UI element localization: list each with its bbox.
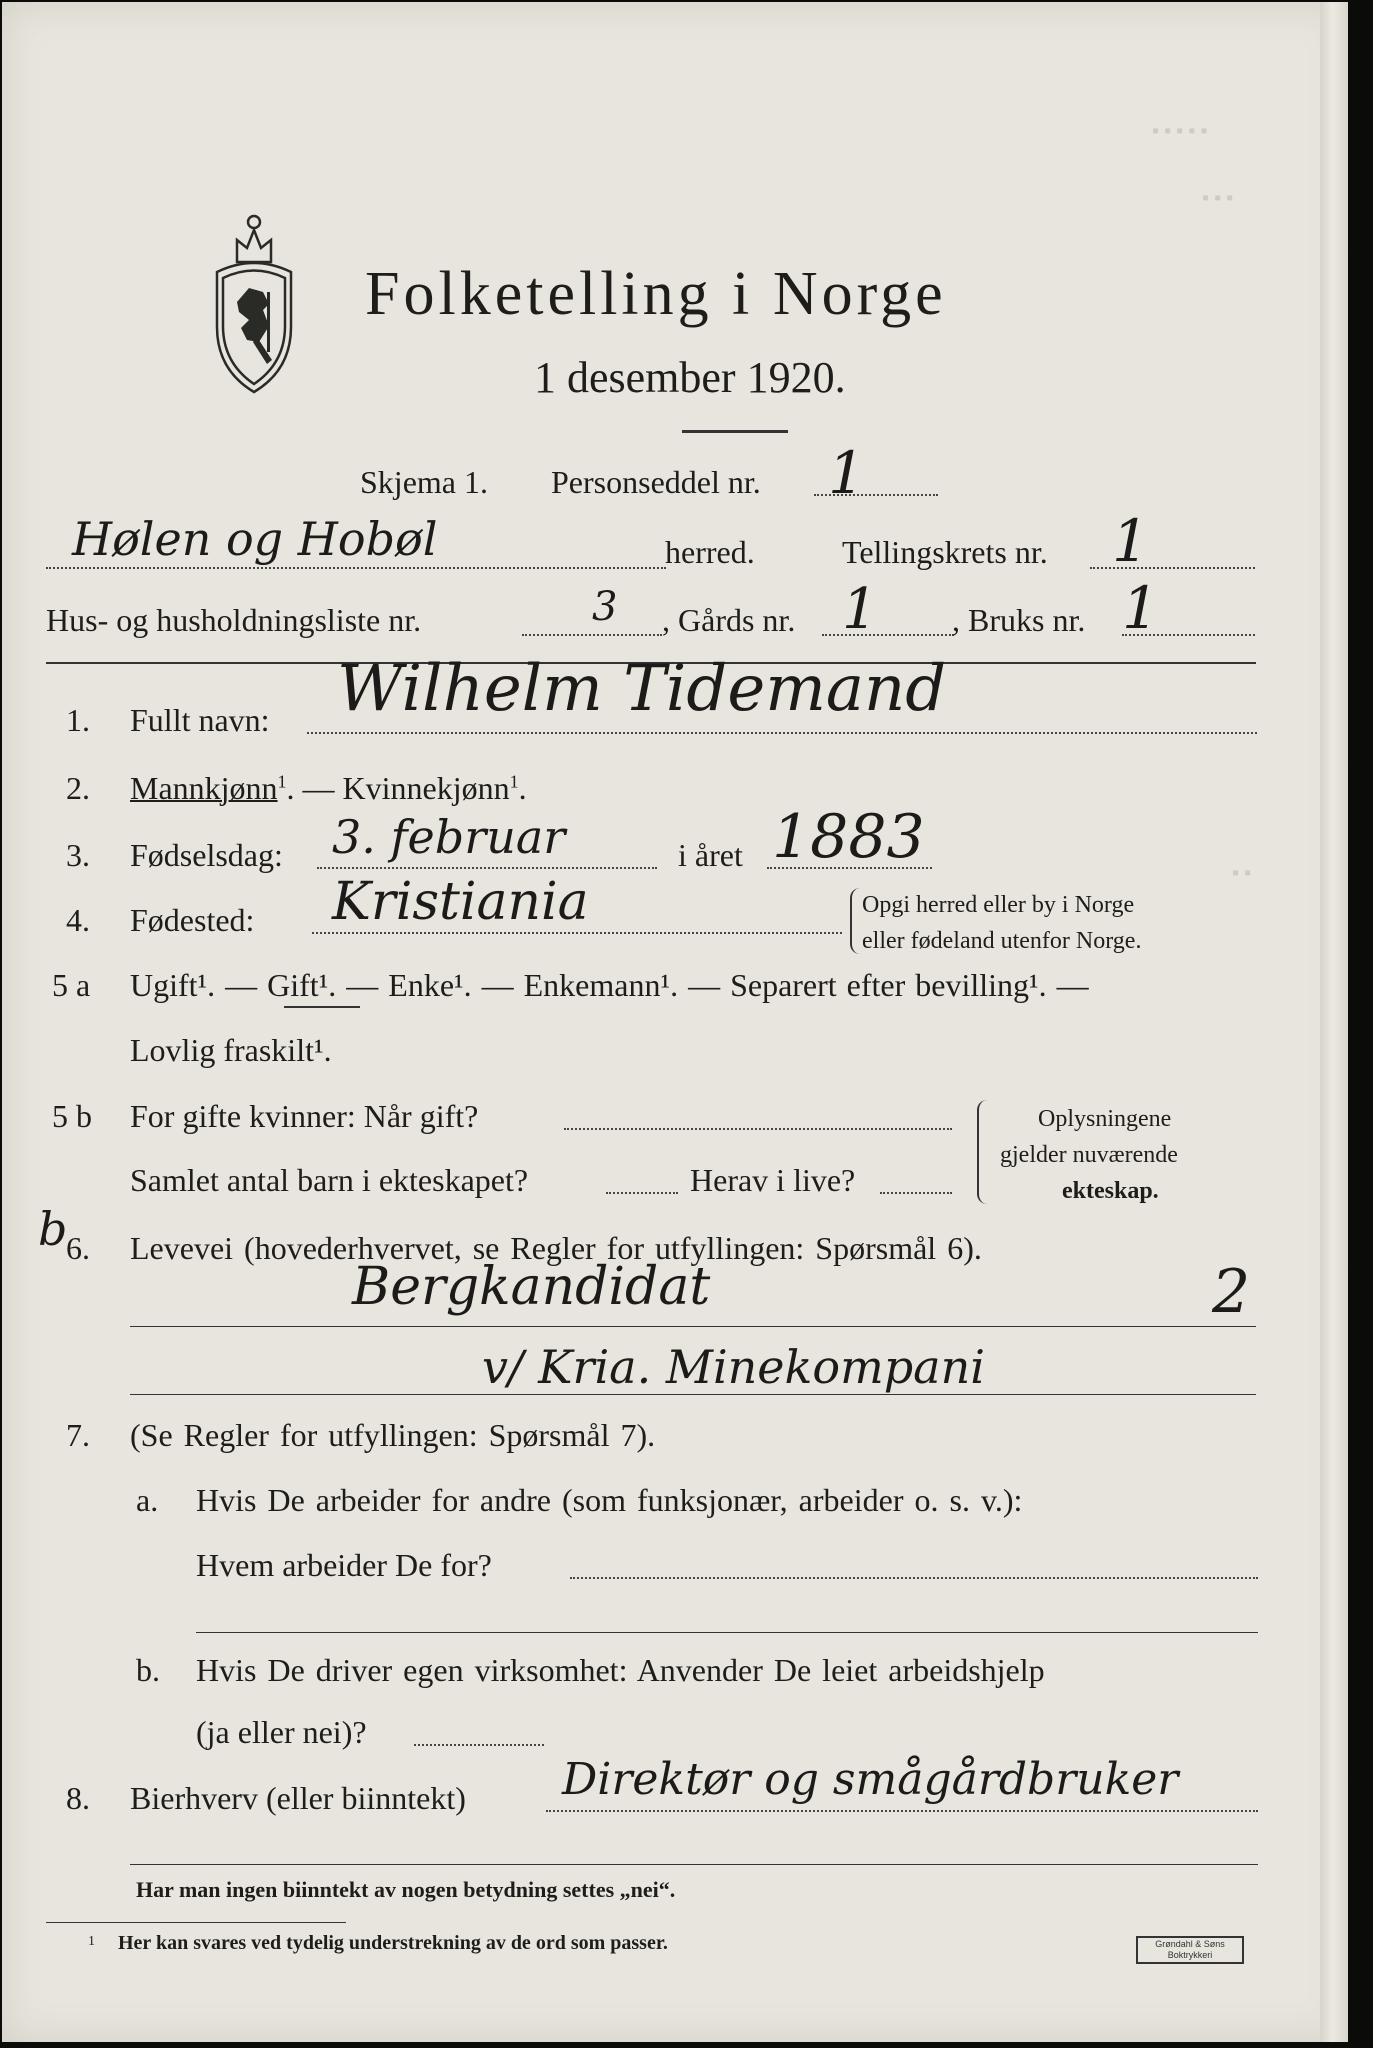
footnote-number: 1 <box>88 1934 95 1949</box>
q5b-alive-line <box>880 1192 952 1194</box>
q5b-children-label: Samlet antal barn i ekteskapet? <box>130 1162 529 1198</box>
q5a-options: Ugift¹. — Gift¹. — Enke¹. — Enkemann¹. — Separert efter bevilling¹. — <box>130 967 1089 1003</box>
gards-value: 1 <box>842 577 878 642</box>
census-date: 1 desember 1920. <box>534 353 846 402</box>
census-form-sheet <box>2 2 1348 2042</box>
q2-number: 2. <box>66 770 90 806</box>
q6-occupation: Bergkandidat <box>352 1257 711 1317</box>
husliste-value: 3 <box>592 584 618 630</box>
footnote-text: Her kan svares ved tydelig understrekning av de ord som passer. <box>118 1932 668 1954</box>
q4-brace <box>850 888 860 954</box>
tellingskrets-value: 1 <box>1112 507 1149 575</box>
q3-label: Fødselsdag: <box>130 837 283 873</box>
bleed-through: ▪ ▪ ▪ ▪ ▪ <box>1152 120 1208 142</box>
q7a-field-line <box>570 1577 1258 1579</box>
q7-label: (Se Regler for utfyllingen: Spørsmål 7). <box>130 1417 656 1453</box>
q7-number: 7. <box>66 1417 90 1453</box>
q3-birth-date: 3. februar <box>332 810 566 864</box>
q5b-number: 5 b <box>52 1098 92 1134</box>
q3-birth-year: 1883 <box>772 802 925 872</box>
form-title: Folketelling i Norge <box>365 260 947 328</box>
q6-margin-mark: b <box>38 1202 68 1256</box>
herred-field-line <box>46 567 666 569</box>
title-divider <box>682 430 788 433</box>
q2-sex-options <box>130 770 527 807</box>
printer-stamp: Grøndahl & Søns Boktrykkeri <box>1136 1936 1244 1964</box>
q5b-note-1: Oplysningene <box>1038 1106 1172 1132</box>
q4-note-2: eller fødeland utenfor Norge. <box>862 928 1142 954</box>
q5b-children-line <box>606 1192 678 1194</box>
q5a-number: 5 a <box>52 967 91 1003</box>
footer-note: Har man ingen biinntekt av nogen betydning settes „nei“. <box>136 1877 676 1902</box>
q1-field-line <box>307 732 1257 734</box>
q4-field-line <box>312 932 842 934</box>
q4-label: Fødested: <box>130 902 255 938</box>
q7b-text: Hvis De driver egen virksomhet: Anvender De leiet arbeidshjelp <box>196 1652 1045 1688</box>
q7b-question: (ja eller nei)? <box>196 1714 367 1750</box>
husliste-label: Hus- og husholdningsliste nr. <box>46 602 422 638</box>
q5b-brace <box>977 1100 989 1204</box>
q8-secondary-income: Direktør og smågårdbruker <box>562 1754 1179 1805</box>
q8-label: Bierhverv (eller biinntekt) <box>130 1780 466 1816</box>
q4-note-1: Opgi herred eller by i Norge <box>862 892 1135 918</box>
q2-sup: 1 <box>277 771 287 792</box>
q3-year-label: i året <box>678 837 743 873</box>
q5a-options-2: Lovlig fraskilt¹. <box>130 1032 332 1068</box>
q1-label: Fullt navn: <box>130 702 270 738</box>
q2-male: Mannkjønn <box>130 770 278 806</box>
q6-label: Levevei (hovederhvervet, se Regler for utfyllingen: Spørsmål 6). <box>130 1230 982 1266</box>
q7a-field-line-2 <box>196 1632 1258 1633</box>
bruks-label: , Bruks nr. <box>952 602 1086 638</box>
herred-value: Hølen og Hobøl <box>72 512 438 566</box>
q4-number: 4. <box>66 902 90 938</box>
q8-field-line-2 <box>130 1864 1258 1865</box>
schema-label: Skjema 1. <box>360 464 488 500</box>
q8-field-line <box>546 1810 1258 1812</box>
q8-number: 8. <box>66 1780 90 1816</box>
footnote-divider <box>46 1922 346 1923</box>
q7a-question: Hvem arbeider De for? <box>196 1547 492 1583</box>
personseddel-value: 1 <box>828 439 865 507</box>
q2-female: Kvinnekjønn <box>342 770 510 806</box>
q5b-married-when-line <box>564 1128 952 1130</box>
q5b-married-when-label: For gifte kvinner: Når gift? <box>130 1098 479 1134</box>
husliste-field-line <box>522 634 662 636</box>
q6-employer: v/ Kria. Minekompani <box>482 1340 985 1394</box>
coat-of-arms-icon <box>197 192 312 397</box>
q3-number: 3. <box>66 837 90 873</box>
q1-full-name: Wilhelm Tidemand <box>337 652 947 726</box>
q5b-note-2: gjelder nuværende <box>1000 1142 1178 1168</box>
q2-sup-2: 1 <box>509 771 519 792</box>
q1-number: 1. <box>66 702 90 738</box>
q6-number: 6. <box>66 1230 90 1266</box>
herred-label: herred. <box>665 534 755 570</box>
q7a-letter: a. <box>136 1482 159 1518</box>
q7a-text: Hvis De arbeider for andre (som funksjonær, arbeider o. s. v.): <box>196 1482 1023 1518</box>
personseddel-label: Personseddel nr. <box>551 464 761 500</box>
q5b-alive-label: Herav i live? <box>690 1162 856 1198</box>
q7b-letter: b. <box>136 1652 160 1688</box>
paper-fold <box>1320 2 1348 2042</box>
bleed-through: ▪ ▪ <box>1232 862 1252 884</box>
q2-end: . <box>518 770 527 806</box>
q6-field-line-2 <box>130 1394 1256 1395</box>
q2-dash: . — <box>286 770 335 806</box>
q6-field-line <box>130 1326 1256 1327</box>
gards-label: , Gårds nr. <box>662 602 796 638</box>
q3-date-line <box>317 867 657 869</box>
q7b-field-line <box>414 1744 544 1746</box>
q4-birthplace: Kristiania <box>332 872 589 932</box>
q6-occupation-code: 2 <box>1212 1257 1251 1327</box>
q5a-gift-underline <box>284 1006 360 1008</box>
q5b-note-3: ekteskap. <box>1062 1178 1159 1204</box>
tellingskrets-label: Tellingskrets nr. <box>842 534 1048 570</box>
bruks-value: 1 <box>1122 574 1159 642</box>
bleed-through: ▪ ▪ ▪ <box>1202 187 1234 209</box>
